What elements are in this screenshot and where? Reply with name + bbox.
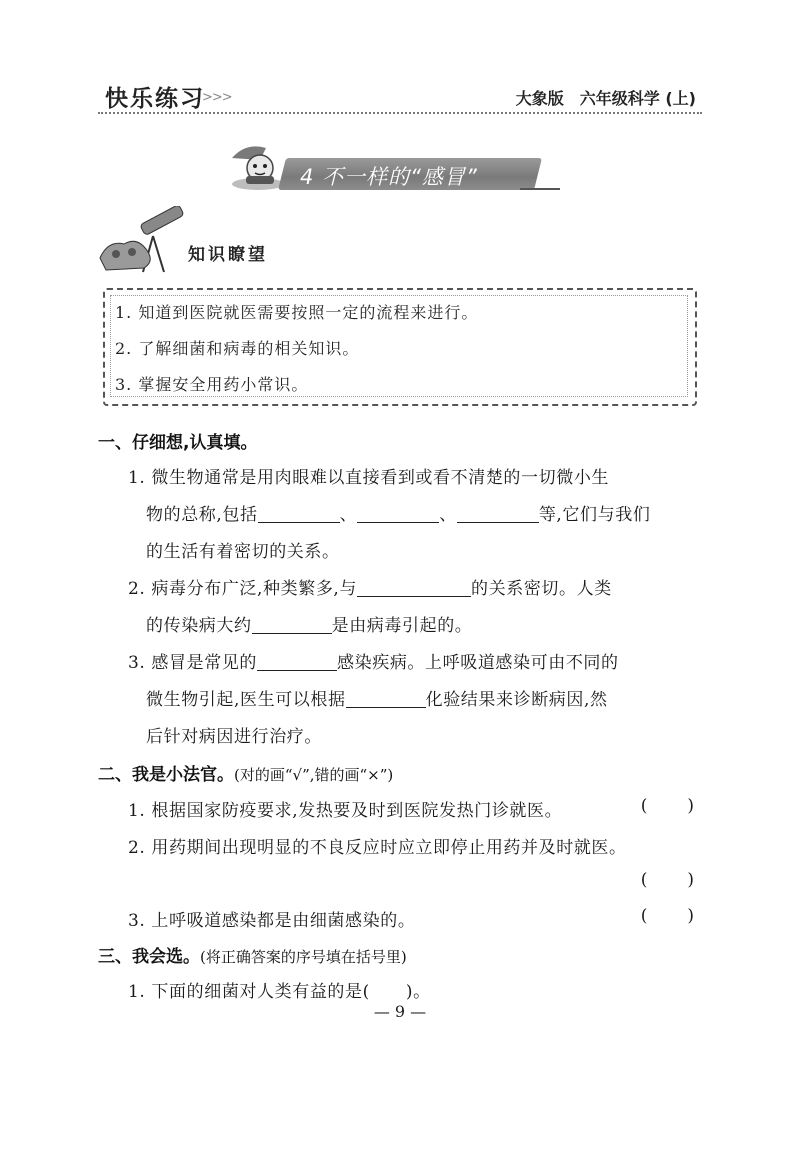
part2-title: 二、我是小法官。 bbox=[98, 765, 234, 785]
edition-label: 大象版 bbox=[515, 89, 564, 108]
q2-line1 bbox=[128, 574, 612, 599]
q3-text-d: 化验结果来诊断病因,然 bbox=[425, 690, 608, 710]
goal-item: 1. 知道到医院就医需要按照一定的流程来进行。 bbox=[115, 303, 479, 322]
answer-parens[interactable] bbox=[641, 870, 694, 890]
telescope-icon bbox=[98, 206, 188, 276]
paren-open: ( bbox=[640, 906, 648, 926]
choice-q1-text-a: 1. 下面的细菌对人类有益的是( bbox=[128, 982, 370, 1002]
judge-q2: 2. 用药期间出现明显的不良反应时应立即停止用药并及时就医。 bbox=[128, 838, 627, 858]
fill-blank[interactable] bbox=[457, 504, 539, 523]
goal-item: 3. 掌握安全用药小常识。 bbox=[115, 375, 309, 394]
q2-text-c: 的传染病大约 bbox=[146, 616, 252, 636]
page-number: — 9 — bbox=[373, 1002, 427, 1021]
fill-blank[interactable] bbox=[357, 504, 439, 523]
separator: 、 bbox=[439, 505, 457, 525]
q1-line3: 的生活有着密切的关系。 bbox=[146, 542, 340, 562]
fill-blank[interactable] bbox=[258, 504, 340, 523]
judge-q3: 3. 上呼吸道感染都是由细菌感染的。 bbox=[128, 911, 416, 931]
separator: 、 bbox=[339, 505, 358, 525]
header-arrows: >>> bbox=[202, 90, 232, 105]
fill-blank[interactable] bbox=[357, 578, 471, 597]
fill-blank[interactable] bbox=[252, 615, 332, 634]
q1-line1: 1. 微生物通常是用肉眼难以直接看到或看不清楚的一切微小生 bbox=[128, 468, 610, 488]
q2-text-b: 的关系密切。人类 bbox=[471, 579, 612, 599]
part2-note: (对的画“√”,错的画“×”) bbox=[234, 766, 394, 784]
fill-blank[interactable] bbox=[346, 689, 426, 708]
q3-text-c: 微生物引起,医生可以根据 bbox=[146, 690, 346, 710]
q2-text-a: 2. 病毒分布广泛,种类繁多,与 bbox=[128, 579, 358, 599]
q1-line2 bbox=[146, 500, 650, 525]
subject-label: 六年级科学 (上) bbox=[579, 89, 696, 108]
part1-heading: 一、仔细想,认真填。 bbox=[98, 433, 258, 453]
header-title: 快乐练习 bbox=[105, 86, 205, 112]
q3-text-a: 3. 感冒是常见的 bbox=[128, 653, 258, 673]
section-badge: 知识瞭望 bbox=[188, 245, 268, 265]
part3-heading bbox=[98, 942, 407, 967]
header-divider bbox=[98, 112, 702, 114]
paren-open: ( bbox=[640, 796, 648, 816]
choice-q1-text-b: )。 bbox=[405, 982, 431, 1002]
q3-line3: 后针对病因进行治疗。 bbox=[146, 727, 322, 747]
q1-text-b: 等,它们与我们 bbox=[538, 505, 651, 525]
q3-line2 bbox=[146, 685, 608, 710]
q3-line1 bbox=[128, 648, 619, 673]
judge-q1: 1. 根据国家防疫要求,发热要及时到医院发热门诊就医。 bbox=[128, 801, 563, 821]
q2-line2 bbox=[146, 611, 472, 636]
q2-text-d: 是由病毒引起的。 bbox=[331, 616, 473, 636]
header-book-info bbox=[516, 86, 696, 109]
choice-q1 bbox=[128, 977, 431, 1002]
banner-underline bbox=[520, 188, 560, 190]
paren-close: ) bbox=[687, 796, 694, 816]
answer-parens[interactable] bbox=[641, 796, 694, 816]
paren-close: ) bbox=[687, 906, 694, 926]
q1-text-a: 物的总称,包括 bbox=[146, 505, 258, 525]
part2-heading bbox=[98, 760, 393, 785]
part3-title: 三、我会选。 bbox=[98, 947, 200, 967]
paren-open: ( bbox=[640, 870, 648, 890]
lesson-title: 4 不一样的“感冒” bbox=[300, 165, 478, 189]
paren-close: ) bbox=[687, 870, 694, 890]
answer-parens[interactable] bbox=[641, 906, 694, 926]
fill-blank[interactable] bbox=[257, 652, 337, 671]
q3-text-b: 感染疾病。上呼吸道感染可由不同的 bbox=[337, 653, 619, 673]
part3-note: (将正确答案的序号填在括号里) bbox=[200, 948, 407, 966]
goal-item: 2. 了解细菌和病毒的相关知识。 bbox=[115, 339, 360, 358]
